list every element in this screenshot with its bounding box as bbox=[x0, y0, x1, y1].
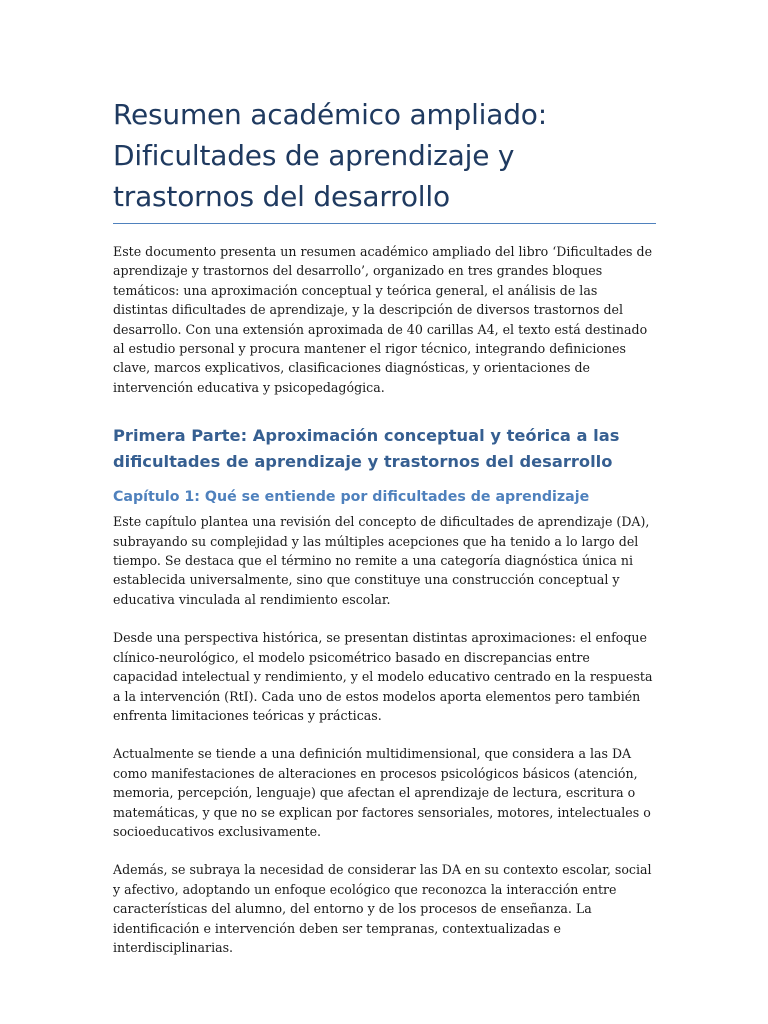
title-underline bbox=[113, 223, 656, 224]
document-body bbox=[113, 94, 656, 957]
chapter-1-paragraph-4: Además, se subraya la necesidad de considerar las DA en su contexto escolar, social y afectivo, adoptando un enfoque ecológico que reconozca la interacción entre características del alumno, del entorno y de los procesos de enseñanza. La identificación e intervención deben ser tempranas, contextualizadas e interdisciplinarias. bbox=[113, 862, 652, 955]
chapter-1-heading: Capítulo 1: Qué se entiende por dificultades de aprendizaje bbox=[113, 489, 590, 506]
chapter-1-paragraph-1: Este capítulo plantea una revisión del concepto de dificultades de aprendizaje (DA), subrayando su complejidad y las múltiples acepciones que ha tenido a lo largo del tiempo. Se destaca que el término no remite a una categoría diagnóstica única ni establecida universalmente, sino que constituye una construcción conceptual y educativa vinculada al rendimiento escolar. bbox=[113, 514, 650, 607]
chapter-1-paragraph-2: Desde una perspectiva histórica, se presentan distintas aproximaciones: el enfoque clínico-neurológico, el modelo psicométrico basado en discrepancias entre capacidad intelectual y rendimiento, y el modelo educativo centrado en la respuesta a la intervención (RtI). Cada uno de estos modelos aporta elementos pero también enfrenta limitaciones teóricas y prácticas. bbox=[113, 630, 653, 723]
document-title: Resumen académico ampliado: Dificultades de aprendizaje y trastornos del desarrollo bbox=[113, 98, 547, 213]
chapter-1-paragraph-3: Actualmente se tiende a una definición multidimensional, que considera a las DA como manifestaciones de alteraciones en procesos psicológicos básicos (atención, memoria, percepción, lenguaje) que afectan el aprendizaje de lectura, escritura o matemáticas, y que no se explican por factores sensoriales, motores, intelectuales o socioeducativos exclusivamente. bbox=[113, 746, 651, 839]
part-1-heading: Primera Parte: Aproximación conceptual y teórica a las dificultades de aprendizaje y trastornos del desarrollo bbox=[113, 426, 620, 472]
intro-paragraph: Este documento presenta un resumen académico ampliado del libro ‘Dificultades de aprendizaje y trastornos del desarrollo’, organizado en tres grandes bloques temáticos: una aproximación conceptual y teórica general, el análisis de las distintas dificultades de aprendizaje, y la descripción de diversos trastornos del desarrollo. Con una extensión aproximada de 40 carillas A4, el texto está destinado al estudio personal y procura mantener el rigor técnico, integrando definiciones clave, marcos explicativos, clasificaciones diagnósticas, y orientaciones de intervención educativa y psicopedagógica. bbox=[113, 244, 653, 395]
